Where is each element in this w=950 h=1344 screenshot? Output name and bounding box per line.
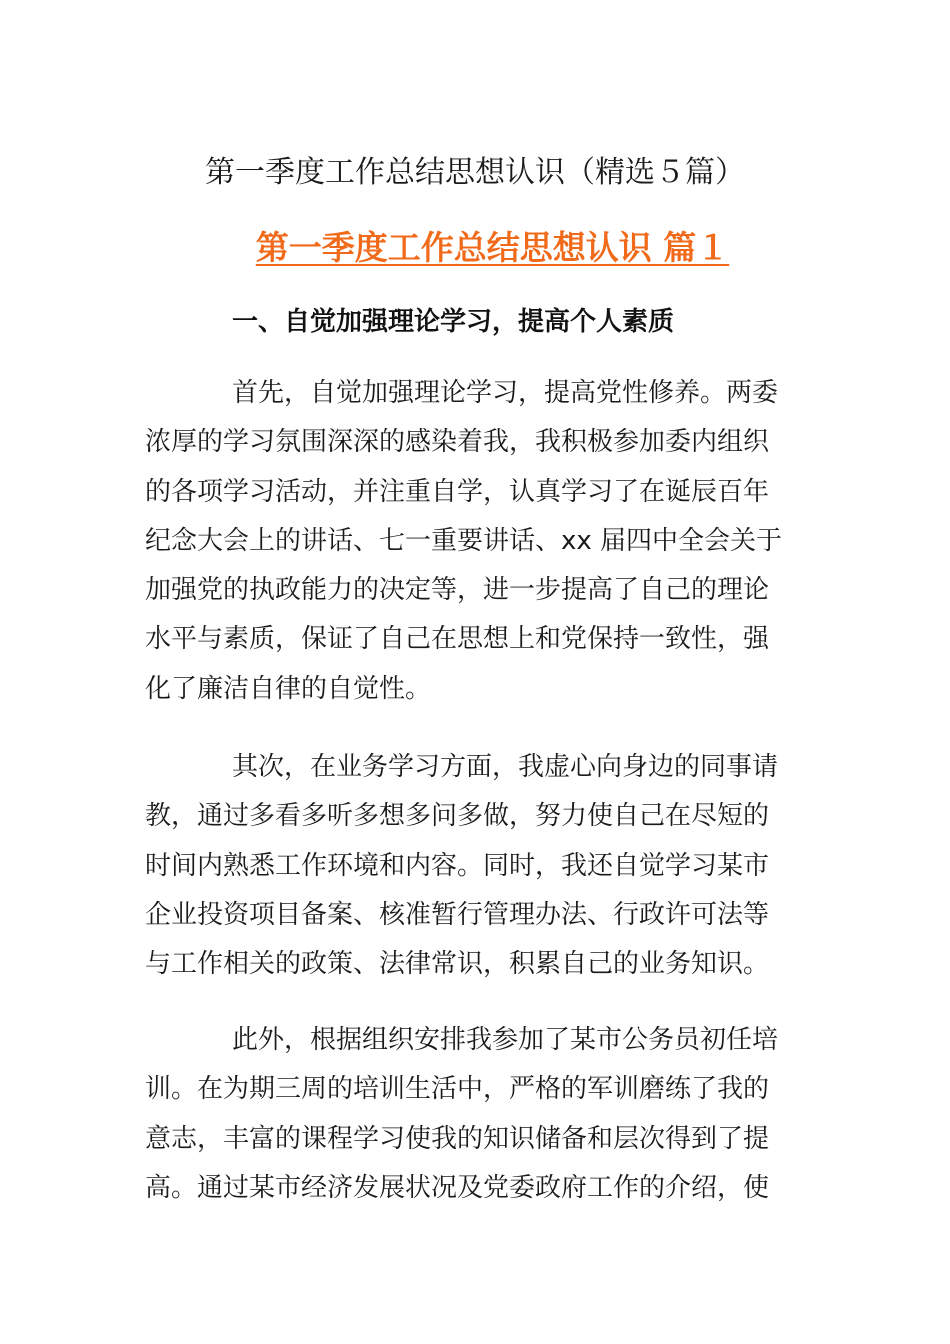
paragraph-line: 的各项学习活动，并注重自学，认真学习了在诞辰百年	[145, 476, 770, 507]
paragraph-line: 此外，根据组织安排我参加了某市公务员初任培	[232, 1025, 779, 1055]
paragraph-line: 企业投资项目备案、核准暂行管理办法、行政许可法等	[145, 899, 770, 930]
paragraph-line: 浓厚的学习氛围深深的感染着我，我积极参加委内组织	[145, 427, 770, 458]
document-title: 第一季度工作总结思想认识（精选５篇）	[205, 155, 745, 190]
paragraph-line: 化了廉洁自律的自觉性。	[145, 673, 432, 704]
paragraph-line: 与工作相关的政策、法律常识，积累自己的业务知识。	[145, 949, 770, 980]
paragraph-line: 教，通过多看多听多想多问多做，努力使自己在尽短的	[145, 801, 770, 832]
paragraph-2	[145, 743, 800, 989]
paragraph-line: 其次，在业务学习方面，我虚心向身边的同事请	[232, 752, 779, 782]
paragraph-line: 首先，自觉加强理论学习，提高党性修养。两委	[232, 378, 779, 408]
section-title: 第一季度工作总结思想认识 篇１	[255, 228, 730, 267]
paragraph-line: 纪念大会上的讲话、七一重要讲话、xx 届四中全会关于	[145, 525, 783, 556]
subsection-heading: 一、自觉加强理论学习，提高个人素质	[232, 307, 675, 337]
paragraph-line: 时间内熟悉工作环境和内容。同时，我还自觉学习某市	[145, 850, 770, 881]
paragraph-3	[145, 1016, 800, 1213]
paragraph-1	[145, 369, 800, 714]
paragraph-line: 意志，丰富的课程学习使我的知识储备和层次得到了提	[145, 1123, 770, 1154]
paragraph-line: 水平与素质，保证了自己在思想上和党保持一致性，强	[145, 624, 770, 655]
paragraph-line: 训。在为期三周的培训生活中，严格的军训磨练了我的	[145, 1074, 770, 1105]
paragraph-line: 高。通过某市经济发展状况及党委政府工作的介绍，使	[145, 1172, 770, 1203]
paragraph-line: 加强党的执政能力的决定等，进一步提高了自己的理论	[145, 575, 770, 606]
